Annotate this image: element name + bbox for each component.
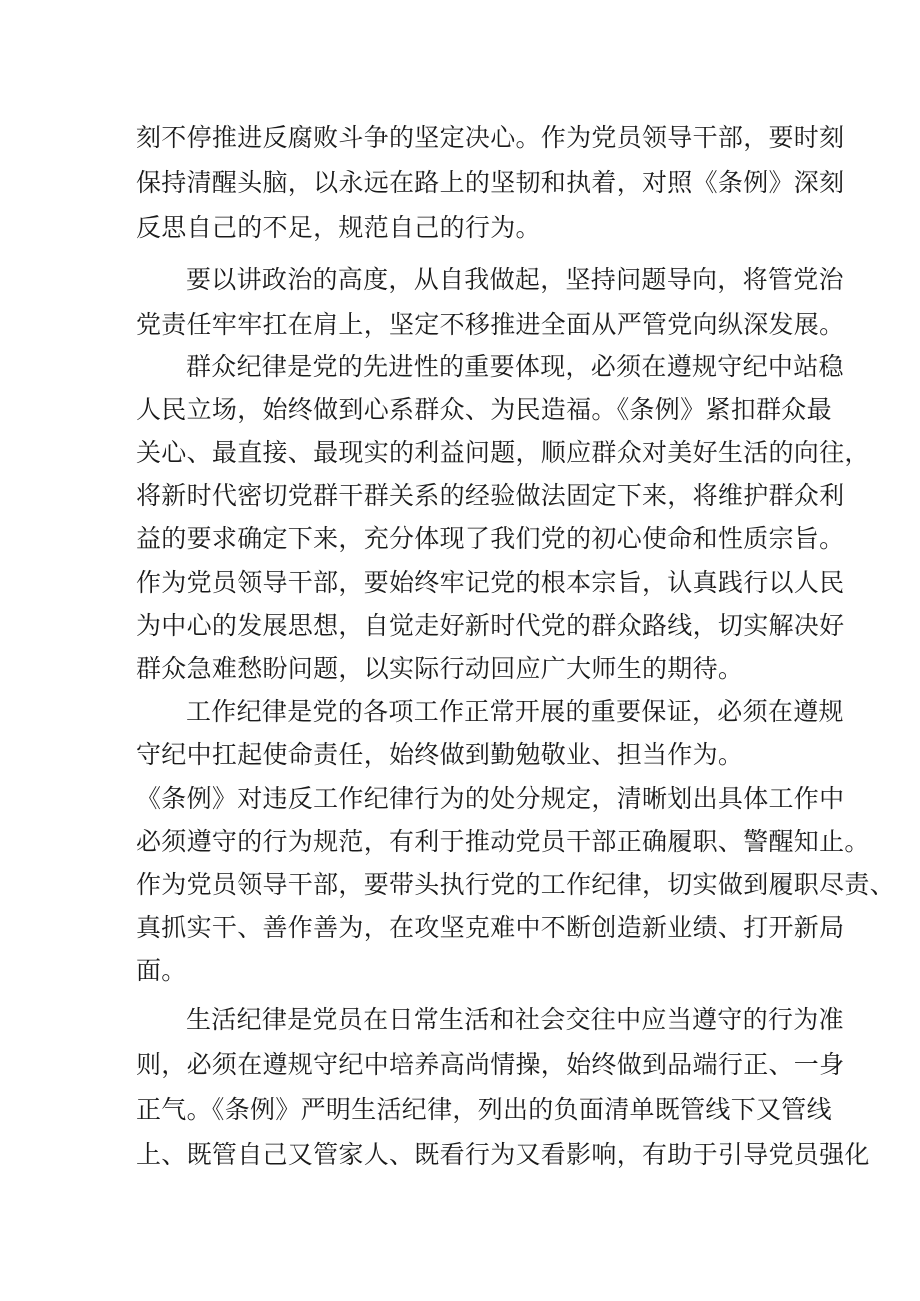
- text-line: 益的要求确定下来，充分体现了我们党的初心使命和性质宗旨。: [136, 524, 845, 553]
- text-line: 《条例》对违反工作纪律行为的处分规定，清晰划出具体工作中: [136, 784, 845, 813]
- text-line: 正气。《条例》严明生活纪律，列出的负面清单既管线下又管线: [136, 1095, 832, 1124]
- text-line: 党责任牢牢扛在肩上，坚定不移推进全面从严管党向纵深发展。: [136, 310, 845, 339]
- text-line: 作为党员领导干部，要带头执行党的工作纪律，切实做到履职尽责、: [136, 870, 896, 899]
- text-line: 保持清醒头脑，以永远在路上的坚韧和执着，对照《条例》深刻: [136, 168, 845, 197]
- text-line: 群众纪律是党的先进性的重要体现，必须在遵规守纪中站稳: [186, 352, 844, 381]
- text-line: 群众急难愁盼问题，以实际行动回应广大师生的期待。: [136, 654, 744, 683]
- text-line: 将新时代密切党群干群关系的经验做法固定下来，将维护群众利: [136, 481, 845, 510]
- text-line: 生活纪律是党员在日常生活和社会交往中应当遵守的行为准: [186, 1005, 844, 1034]
- text-line: 关心、最直接、最现实的利益问题，顺应群众对美好生活的向往，: [136, 438, 870, 467]
- text-line: 要以讲政治的高度，从自我做起，坚持问题导向，将管党治: [186, 265, 844, 294]
- text-line: 真抓实干、善作善为，在攻坚克难中不断创造新业绩、打开新局: [136, 913, 845, 942]
- text-line: 人民立场，始终做到心系群众、为民造福。《条例》紧扣群众最: [136, 395, 832, 424]
- text-line: 则，必须在遵规守纪中培养高尚情操，始终做到品端行正、一身: [136, 1050, 845, 1079]
- text-line: 刻不停推进反腐败斗争的坚定决心。作为党员领导干部，要时刻: [136, 123, 845, 152]
- text-line: 面。: [136, 956, 187, 985]
- text-line: 为中心的发展思想，自觉走好新时代党的群众路线，切实解决好: [136, 611, 845, 640]
- text-line: 守纪中扛起使命责任，始终做到勤勉敬业、担当作为。: [136, 740, 744, 769]
- text-line: 反思自己的不足，规范自己的行为。: [136, 213, 541, 242]
- text-line: 必须遵守的行为规范，有利于推动党员干部正确履职、警醒知止。: [136, 827, 870, 856]
- text-line: 作为党员领导干部，要始终牢记党的根本宗旨，认真践行以人民: [136, 568, 845, 597]
- text-line: 工作纪律是党的各项工作正常开展的重要保证，必须在遵规: [186, 697, 844, 726]
- text-line: 上、既管自己又管家人、既看行为又看影响，有助于引导党员强化: [136, 1140, 870, 1169]
